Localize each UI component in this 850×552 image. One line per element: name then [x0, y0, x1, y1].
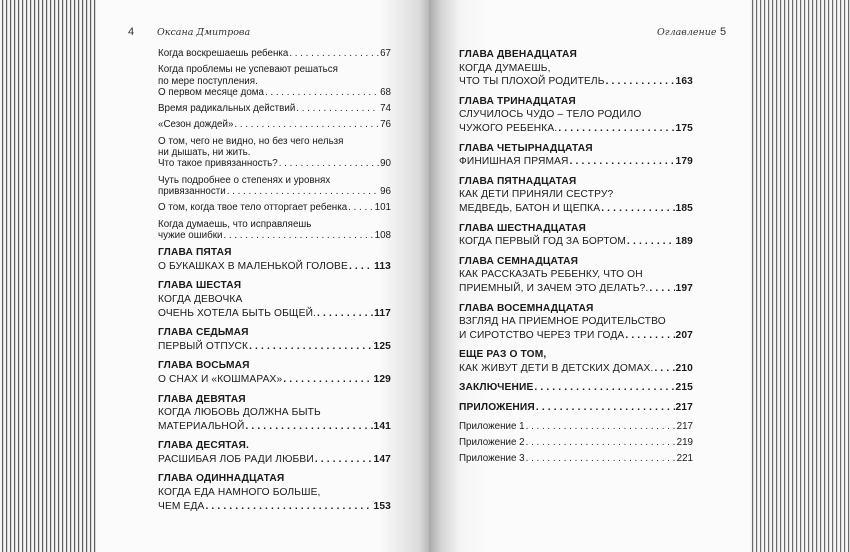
toc-entry-text: И СИРОТСТВО ЧЕРЕЗ ТРИ ГОДА — [459, 329, 625, 341]
toc-entry-text: КОГДА ПЕРВЫЙ ГОД ЗА БОРТОМ — [459, 236, 627, 248]
toc-line — [459, 255, 693, 269]
toc-chapter-entry — [459, 95, 693, 136]
toc-line — [459, 175, 693, 189]
toc-line — [158, 246, 391, 260]
toc-line — [459, 421, 693, 432]
toc-line — [158, 87, 391, 98]
toc-entry-text: ВЗГЛЯД НА ПРИЕМНОЕ РОДИТЕЛЬСТВО — [459, 316, 666, 328]
toc-chapter-entry — [158, 393, 391, 434]
toc-line — [158, 119, 391, 130]
toc-page-number: 117 — [374, 307, 391, 319]
toc-entry-text: Время радикальных действий — [158, 103, 296, 115]
toc-entry-text: КОГДА ЛЮБОВЬ ДОЛЖНА БЫТЬ — [158, 407, 321, 419]
toc-line — [158, 340, 391, 354]
toc-line — [158, 406, 391, 420]
toc-chapter-entry — [459, 348, 693, 375]
toc-entry-text: КОГДА ЕДА НАМНОГО БОЛЬШЕ, — [158, 487, 321, 499]
toc-page-number: 189 — [675, 236, 693, 248]
toc-chapter-entry — [158, 472, 391, 513]
toc-entry-text: ГЛАВА СЕДЬМАЯ — [158, 327, 249, 339]
toc-line — [158, 64, 391, 75]
toc-line — [459, 48, 693, 62]
toc-line — [158, 158, 391, 169]
toc-entry-text: ГЛАВА ЧЕТЫРНАДЦАТАЯ — [459, 142, 593, 154]
toc-line — [158, 420, 391, 434]
toc-page-number: 76 — [380, 119, 391, 131]
toc-line — [459, 222, 693, 236]
toc-chapter-entry — [459, 142, 693, 169]
toc-entry-text: ГЛАВА ДВЕНАДЦАТАЯ — [459, 49, 577, 60]
toc-line — [158, 453, 391, 467]
toc-entry-text: ЧУЖОГО РЕБЕНКА. — [459, 122, 558, 134]
toc-entry-text: О том, чего не видно, но без чего нельзя — [158, 135, 344, 147]
toc-entry-text: ГЛАВА ШЕСТНАДЦАТАЯ — [459, 222, 587, 234]
toc-line — [158, 219, 391, 230]
toc-line — [459, 437, 693, 448]
dot-leader — [296, 103, 379, 114]
toc-line — [158, 326, 391, 340]
dot-leader — [289, 48, 379, 59]
toc-entry-text: ПРИЕМНЫЙ, И ЗАЧЕМ ЭТО ДЕЛАТЬ?. — [459, 282, 649, 294]
dot-leader — [315, 453, 373, 467]
toc-chapter-entry — [459, 175, 693, 216]
toc-chapter-entry — [158, 246, 391, 273]
right-page-number: 5 — [720, 26, 727, 38]
toc-line — [158, 393, 391, 407]
toc-entry-text: по мере поступления. — [158, 75, 258, 87]
toc-line — [158, 307, 391, 321]
toc-entry-text: ЗАКЛЮЧЕНИЕ — [459, 382, 534, 394]
toc-chapter-entry — [459, 381, 693, 395]
toc-entry-text: КОГДА ДЕВОЧКА — [158, 293, 243, 305]
toc-line — [459, 202, 693, 216]
toc-entry-text: ГЛАВА ВОСЬМАЯ — [158, 360, 250, 372]
toc-page-number: 210 — [675, 362, 693, 374]
toc-line — [158, 279, 391, 293]
toc-entry-text: КАК ЖИВУТ ДЕТИ В ДЕТСКИХ ДОМАХ. — [459, 362, 654, 374]
toc-line — [158, 486, 391, 500]
toc-entry-text: Когда воскрешаешь ребенка — [158, 48, 289, 59]
toc-subsection-entry — [459, 437, 693, 448]
toc-entry-text: О первом месяце дома — [158, 86, 264, 98]
toc-line — [459, 282, 693, 296]
dot-leader — [654, 362, 674, 376]
toc-line — [158, 202, 391, 213]
toc-entry-text: ГЛАВА ТРИНАДЦАТАЯ — [459, 95, 576, 107]
dot-leader — [234, 119, 379, 130]
dot-leader — [526, 437, 676, 448]
toc-entry-text: О СНАХ И «КОШМАРАХ» — [158, 373, 283, 385]
dot-leader — [205, 500, 372, 514]
toc-left-column — [158, 48, 391, 519]
dot-leader — [534, 381, 674, 395]
toc-line — [459, 381, 693, 395]
toc-line — [459, 268, 693, 282]
toc-right-column — [459, 48, 693, 470]
toc-entry-text: ГЛАВА СЕМНАДЦАТАЯ — [459, 255, 579, 267]
toc-entry-text: Чуть подробнее о степенях и уровнях — [158, 174, 331, 186]
toc-line — [459, 453, 693, 464]
toc-entry-text: Когда думаешь, что исправляешь — [158, 218, 312, 230]
toc-line — [459, 315, 693, 329]
toc-page-number: 147 — [373, 453, 391, 465]
toc-line — [459, 122, 693, 136]
toc-line — [158, 439, 391, 453]
toc-page-number: 217 — [676, 420, 693, 432]
toc-page-number: 125 — [373, 340, 391, 352]
dot-leader — [245, 420, 372, 434]
toc-page-number: 219 — [676, 436, 693, 448]
dot-leader — [649, 282, 674, 296]
toc-chapter-entry — [459, 222, 693, 249]
toc-line — [459, 348, 693, 362]
toc-line — [158, 260, 391, 274]
toc-entry-text: Что такое привязанность? — [158, 158, 278, 170]
toc-entry-text: ГЛАВА ПЯТНАДЦАТАЯ — [459, 175, 577, 187]
toc-line — [459, 235, 693, 249]
toc-line — [459, 75, 693, 89]
toc-chapter-entry — [158, 359, 391, 386]
dot-leader — [349, 260, 373, 274]
toc-entry-text: ПЕРВЫЙ ОТПУСК — [158, 340, 249, 352]
toc-subsection-entry — [158, 219, 391, 242]
toc-page-number: 141 — [373, 420, 391, 432]
toc-entry-text: Приложение 3 — [459, 453, 525, 465]
toc-line — [158, 293, 391, 307]
toc-chapter-entry — [459, 255, 693, 296]
right-page-edges — [750, 0, 850, 552]
dot-leader — [526, 453, 676, 464]
toc-page-number: 217 — [675, 402, 693, 414]
toc-line — [459, 362, 693, 376]
toc-entry-text: ГЛАВА ШЕСТАЯ — [158, 280, 242, 292]
toc-entry-text: ГЛАВА ОДИННАДЦАТАЯ — [158, 473, 285, 485]
toc-subsection-entry — [158, 136, 391, 170]
toc-entry-text: ГЛАВА ДЕВЯТАЯ — [158, 393, 246, 405]
toc-line — [158, 230, 391, 241]
toc-line — [459, 95, 693, 109]
toc-page-number: 113 — [374, 260, 391, 272]
toc-page-number: 90 — [380, 158, 391, 170]
toc-entry-text: ПРИЛОЖЕНИЯ — [459, 402, 535, 414]
dot-leader — [601, 202, 674, 216]
toc-page-number: 96 — [380, 185, 391, 197]
left-page-number: 4 — [128, 26, 135, 38]
toc-line — [158, 76, 391, 87]
toc-line — [158, 48, 391, 59]
toc-chapter-entry — [158, 439, 391, 466]
dot-leader — [279, 158, 379, 169]
toc-line — [158, 136, 391, 147]
toc-entry-text: ЕЩЕ РАЗ О ТОМ, — [459, 349, 547, 361]
toc-line — [459, 188, 693, 202]
toc-chapter-entry — [158, 326, 391, 353]
toc-page-number: 179 — [675, 156, 693, 168]
toc-page-number: 67 — [380, 48, 391, 59]
dot-leader — [606, 75, 675, 89]
toc-subsection-entry — [158, 119, 391, 130]
toc-entry-text: ГЛАВА ПЯТАЯ — [158, 247, 232, 259]
dot-leader — [558, 122, 674, 136]
toc-entry-text: О том, когда твое тело отторгает ребенка — [158, 202, 348, 214]
toc-entry-text: ни дышать, ни жить. — [158, 147, 251, 159]
toc-entry-text: ЧТО ТЫ ПЛОХОЙ РОДИТЕЛЬ — [459, 76, 605, 88]
toc-chapter-entry — [459, 48, 693, 89]
toc-subsection-entry — [459, 421, 693, 432]
toc-entry-text: КАК РАССКАЗАТЬ РЕБЕНКУ, ЧТО ОН — [459, 269, 643, 281]
toc-chapter-entry — [459, 401, 693, 415]
toc-page-number: 74 — [380, 103, 391, 115]
toc-subsection-entry — [158, 48, 391, 59]
right-running-header: Оглавление — [657, 27, 717, 38]
left-page-edges — [0, 0, 96, 552]
dot-leader — [265, 87, 379, 98]
toc-subsection-entry — [158, 202, 391, 213]
toc-entry-text: МЕДВЕДЬ, БАТОН И ЩЕПКА — [459, 202, 601, 214]
toc-line — [158, 147, 391, 158]
toc-entry-text: ГЛАВА ВОСЕМНАДЦАТАЯ — [459, 302, 594, 314]
toc-entry-text: ОЧЕНЬ ХОТЕЛА БЫТЬ ОБЩЕЙ. — [158, 307, 317, 319]
toc-line — [459, 155, 693, 169]
toc-entry-text: ГЛАВА ДЕСЯТАЯ. — [158, 440, 249, 452]
toc-entry-text: О БУКАШКАХ В МАЛЕНЬКОЙ ГОЛОВЕ — [158, 260, 348, 272]
dot-leader — [283, 373, 372, 387]
toc-page-number: 101 — [374, 202, 391, 214]
dot-leader — [526, 421, 676, 432]
toc-page-number: 221 — [676, 453, 693, 465]
toc-entry-text: «Сезон дождей» — [158, 119, 234, 131]
toc-line — [459, 401, 693, 415]
toc-entry-text: СЛУЧИЛОСЬ ЧУДО – ТЕЛО РОДИЛО — [459, 109, 642, 121]
toc-line — [459, 329, 693, 343]
toc-page-number: 153 — [373, 500, 391, 512]
left-running-header: Оксана Дмитрова — [157, 27, 251, 38]
toc-line — [158, 373, 391, 387]
toc-line — [158, 175, 391, 186]
toc-line — [158, 472, 391, 486]
toc-entry-text: КОГДА ДУМАЕШЬ, — [459, 62, 551, 74]
toc-page-number: 175 — [675, 122, 693, 134]
toc-page-number: 129 — [373, 373, 391, 385]
dot-leader — [227, 186, 379, 197]
toc-line — [459, 108, 693, 122]
toc-line — [459, 62, 693, 76]
toc-line — [459, 302, 693, 316]
dot-leader — [627, 235, 675, 249]
toc-entry-text: Когда проблемы не успевают решаться — [158, 64, 338, 76]
toc-entry-text: РАСШИБАЯ ЛОБ РАДИ ЛЮБВИ — [158, 453, 314, 465]
toc-line — [158, 359, 391, 373]
dot-leader — [348, 202, 374, 213]
toc-page-number: 207 — [675, 329, 693, 341]
toc-page-number: 163 — [675, 76, 693, 88]
toc-entry-text: Приложение 2 — [459, 436, 525, 448]
toc-entry-text: Приложение 1 — [459, 420, 525, 432]
dot-leader — [625, 329, 674, 343]
dot-leader — [223, 230, 373, 241]
toc-entry-text: МАТЕРИАЛЬНОЙ — [158, 420, 245, 432]
toc-subsection-entry — [158, 175, 391, 198]
toc-page-number: 185 — [675, 202, 693, 214]
toc-page-number: 197 — [675, 282, 693, 294]
dot-leader — [249, 340, 372, 354]
toc-entry-text: ЧЕМ ЕДА — [158, 500, 205, 512]
toc-chapter-entry — [158, 279, 391, 320]
toc-chapter-entry — [459, 302, 693, 343]
toc-entry-text: КАК ДЕТИ ПРИНЯЛИ СЕСТРУ? — [459, 189, 614, 201]
toc-line — [158, 186, 391, 197]
toc-page-number: 108 — [374, 229, 391, 241]
toc-entry-text: привязанности — [158, 185, 226, 197]
toc-entry-text: чужие ошибки — [158, 229, 223, 241]
toc-line — [459, 142, 693, 156]
toc-subsection-entry — [158, 103, 391, 114]
dot-leader — [317, 307, 373, 321]
toc-subsection-entry — [158, 64, 391, 98]
toc-page-number: 68 — [380, 86, 391, 98]
dot-leader — [536, 401, 675, 415]
toc-line — [158, 500, 391, 514]
toc-subsection-entry — [459, 453, 693, 464]
dot-leader — [570, 155, 675, 169]
toc-line — [158, 103, 391, 114]
toc-entry-text: ФИНИШНАЯ ПРЯМАЯ — [459, 156, 569, 168]
toc-page-number: 215 — [675, 382, 693, 394]
